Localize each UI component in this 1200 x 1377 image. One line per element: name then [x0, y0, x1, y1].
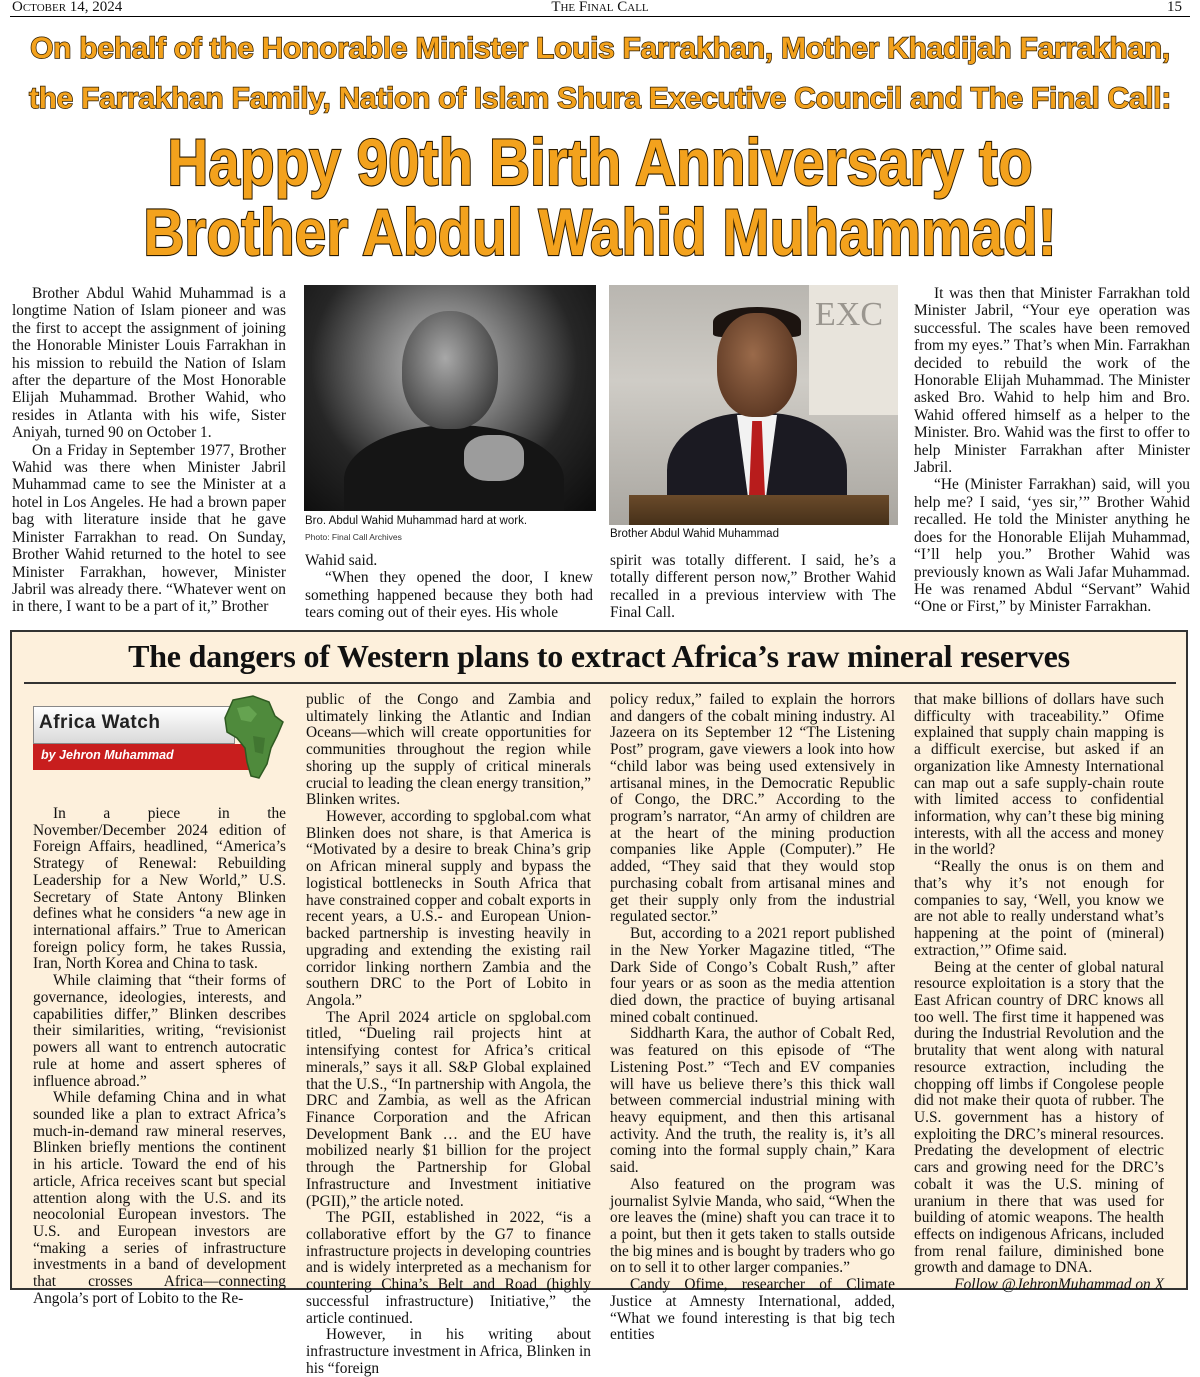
paper-name: The Final Call [551, 0, 649, 15]
title-divider [24, 682, 1176, 684]
paragraph: Candy Ofime, researcher of Climate Justice at Amnesty International, added, “What we found interesting is that big tech entities [610, 1276, 895, 1344]
photo-wahid-at-work [304, 285, 596, 511]
masthead [10, 0, 1190, 17]
paragraph: Wahid said. [305, 552, 378, 569]
paragraph: Being at the center of global natural resource exploitation is a story that the East African country of DRC knows all too well. The first time it happened was during the Industrial Revolution and the brutality that went along with natural resource extraction, including the chopping off limbs if Congolese people did not make their quota of rubber. The U.S. government has a history of exploiting the DRC’s mineral resources. Predating the development of electric cars and growing need for the DRC’s cobalt it was the U.S. mining of uranium in there that was used for building of atomic weapons. The health effects on indigenous Africans, included from renal failure, diminished bone growth and damage to DNA. [914, 958, 1164, 1277]
paragraph: “He (Minister Farrakhan) said, will you help me? I said, ‘yes sir,’” Brother Wahid recalled. He told the Minister anything he does for the Honorable Elijah Muhammad, “I’ll help you.” Brother Wahid was previously known as Wali Jafar Muhammad. He was renamed Abdul “Servant” Wahid “One or First,” by Minister Farrakhan. [914, 476, 1190, 616]
headline-line-1: Happy 90th Birth Anniversary to [167, 125, 1033, 199]
author-social-link[interactable]: Follow @JehronMuhammad on X [954, 1276, 1164, 1294]
tribute-column-1 [12, 285, 286, 616]
africa-column-3 [610, 692, 895, 1344]
paragraph: public of the Congo and Zambia and ultimately linking the Atlantic and Indian Oceans—which will create opportunities for communities throughout the region while shoring up the supply of critical minerals crucial to leading the clean energy transition,” Blinken writes. [306, 691, 591, 809]
paragraph: Siddharth Kara, the author of Cobalt Red, was featured on this episode of “The Listening Post.” “Tech and EV companies will have us believe there’s this thick wall between commercial industrial mining with heavy equipment, and then this artisanal activity. And the truth, the reality is, it’s all coming into the formal supply chain,” Kara said. [610, 1025, 895, 1177]
africa-column-4 [914, 692, 1164, 1294]
paragraph: However, according to spglobal.com what Blinken does not share, is that America is “Motivated by a desire to break China’s grip on African mineral supply and bypass the logistical bottlenecks in South Africa that have constrained copper and cobalt exports in recent years, a U.S.- and European Union-backed partnership is investing heavily in upgrading and extending the existing rail corridor linking northern Zambia and the southern DRC to the Port of Lobito in Angola.” [306, 808, 591, 1009]
tribute-column-4 [914, 285, 1190, 616]
paragraph: However, in his writing about infrastructure investment in Africa, Blinken in his “foreign [306, 1326, 591, 1377]
paragraph: policy redux,” failed to explain the horrors and dangers of the cobalt mining industry. Al Jazeera on its September 12 “The Listening Post” program, gave viewers a look into how “child labor was being used extensively in artisanal mines, in the Democratic Republic of Congo, the DRC.” According to the program’s narrator, “An army of children are at the heart of the mining production companies like Apple (Computer).” He added, “They said that they would stop purchasing cobalt from artisanal mines and get their supply only from the industrial regulated sector.” [610, 691, 895, 926]
page-number: 15 [1167, 0, 1182, 15]
paragraph: “Really the onus is on them and that’s why it’s not enough for companies to say, ‘Well, you know we are not able to really understand what’s happening at the point of (mineral) extraction,’” Ofime said. [914, 858, 1164, 959]
dedication-line-1: On behalf of the Honorable Minister Louis Farrakhan, Mother Khadijah Farrakhan, [30, 32, 1170, 65]
dedication-line-2: the Farrakhan Family, Nation of Islam Shura Executive Council and The Final Call: [28, 82, 1172, 115]
paragraph: It was then that Minister Farrakhan told Minister Jabril, “Your eye operation was successful. The scales have been removed from my eyes.” That’s when Min. Farrakhan decided to rebuild the work of the Honorable Elijah Muhammad. The Minister asked Bro. Wahid to help him and Bro. Wahid offered himself as a helper to the Minister. Bro. Wahid was the first to offer to help Minister Farrakhan after Minister Jabril. [914, 285, 1190, 477]
paragraph: The PGII, established in 2022, “is a collaborative effort by the G7 to finance infrastructure projects in developing countries and is widely interpreted as a mechanism for countering China’s Belt and Road (highly successful infrastructure) Initiative,” the article continued. [306, 1209, 591, 1327]
photo-wahid-portrait: EXC [609, 285, 898, 525]
paragraph: In a piece in the November/December 2024 edition of Foreign Affairs, headlined, “America’s Strategy of Renewal: Rebuilding Leadership for a New World,” U.S. Secretary of State Antony Blinken defines what he considers “a new age in international affairs.” True to American foreign policy form, he takes Russia, Iran, North Korea and China to task. [33, 805, 286, 973]
paragraph: “When they opened the door, I knew something happened because they both had tears coming out of their eyes. His whole [305, 569, 593, 622]
issue-date: October 14, 2024 [12, 0, 123, 15]
paragraph: spirit was totally different. I said, he’s a totally different person now,” Brother Wahid recalled in a previous interview with The Final Call. [610, 552, 896, 622]
paragraph: While claiming that “their forms of governance, ideologies, interests, and capabilities differ,” Blinken describes their similarities, writing, “revisionist powers all want to entrench autocratic rule at home and assert spheres of influence abroad.” [33, 972, 286, 1090]
africa-column-2 [306, 692, 591, 1377]
photo1-credit: Photo: Final Call Archives [305, 532, 402, 542]
paragraph: Also featured on the program was journalist Sylvie Manda, who said, “When the ore leaves the (mine) shaft you can trace it to a point, but then it gets taken to stalls outside the big mines and is bought by traders who go on to sell it to other larger companies.” [610, 1175, 895, 1277]
paragraph: that make billions of dollars have such difficulty with traceability.” Ofime explained that supply chain mapping is a difficult exercise, but asked if an organization like Amnesty International can map out a safe supply-chain route with limited access to confidential information, why can’t these big mining interests, with all the access and money in the world? [914, 691, 1164, 859]
paragraph: Brother Abdul Wahid Muhammad is a longtime Nation of Islam pioneer and was the first to accept the assignment of joining the Honorable Minister Louis Farrakhan in his mission to rebuild the Nation of Islam after the departure of the Most Honorable Elijah Muhammad. Brother Wahid, who resides in Atlanta with his wife, Sister Aniyah, turned 90 on October 1. [12, 285, 286, 442]
photo2-caption: Brother Abdul Wahid Muhammad [610, 528, 779, 540]
paragraph: While defaming China and in what sounded like a plan to extract Africa’s much-in-demand raw mineral reserves, Blinken briefly mentions the continent in his article. Toward the end of his article, Africa receives scant but special attention along with the U.S. and its neocolonial European investors. The U.S. and European investors are “making a series of infrastructure investments in a band of development that crosses Africa—connecting Angola’s port of Lobito to the Re- [33, 1089, 286, 1307]
africa-map-icon [223, 692, 286, 786]
article-title: The dangers of Western plans to extract Africa’s raw mineral reserves [128, 638, 1070, 674]
paragraph: The April 2024 article on spglobal.com titled, “Dueling rail projects hint at intensifying contest for Africa’s critical minerals,” says it all. S&P Global explained that the U.S., “In partnership with Angola, the DRC and Zambia, as well as the African Finance Corporation and the African Development Bank … and the EU have mobilized nearly $1 billion for the project through the Partnership for Global Infrastructure and Investment initiative (PGII),” the article noted. [306, 1008, 591, 1210]
africa-column-1 [33, 806, 286, 1308]
logo-byline: by Jehron Muhammad [41, 748, 174, 762]
tribute-column-3 [610, 552, 896, 622]
africa-watch-logo [33, 692, 286, 786]
paragraph: On a Friday in September 1977, Brother Wahid was there when Minister Jabril Muhammad came to see the Minister at a hotel in Los Angeles. He had a brown paper bag with literature inside that he gave Minister Farrakhan to read. On Sunday, Brother Wahid returned to the hotel to see Minister Farrakhan, however, Minister Jabril was already there. “Whatever went on in there, I want to be a part of it,” Brother [12, 441, 286, 616]
paragraph: But, according to a 2021 report published in the New Yorker Magazine titled, “The Dark Side of Congo’s Cobalt Rush,” after four years or as soon as the media attention died down, the practice of buying artisanal mined cobalt continued. [610, 925, 895, 1026]
headline-line-2: Brother Abdul Wahid Muhammad! [143, 195, 1057, 269]
photo1-caption: Bro. Abdul Wahid Muhammad hard at work. [305, 515, 528, 527]
tribute-column-2 [305, 552, 593, 622]
logo-title: Africa Watch [39, 712, 161, 733]
